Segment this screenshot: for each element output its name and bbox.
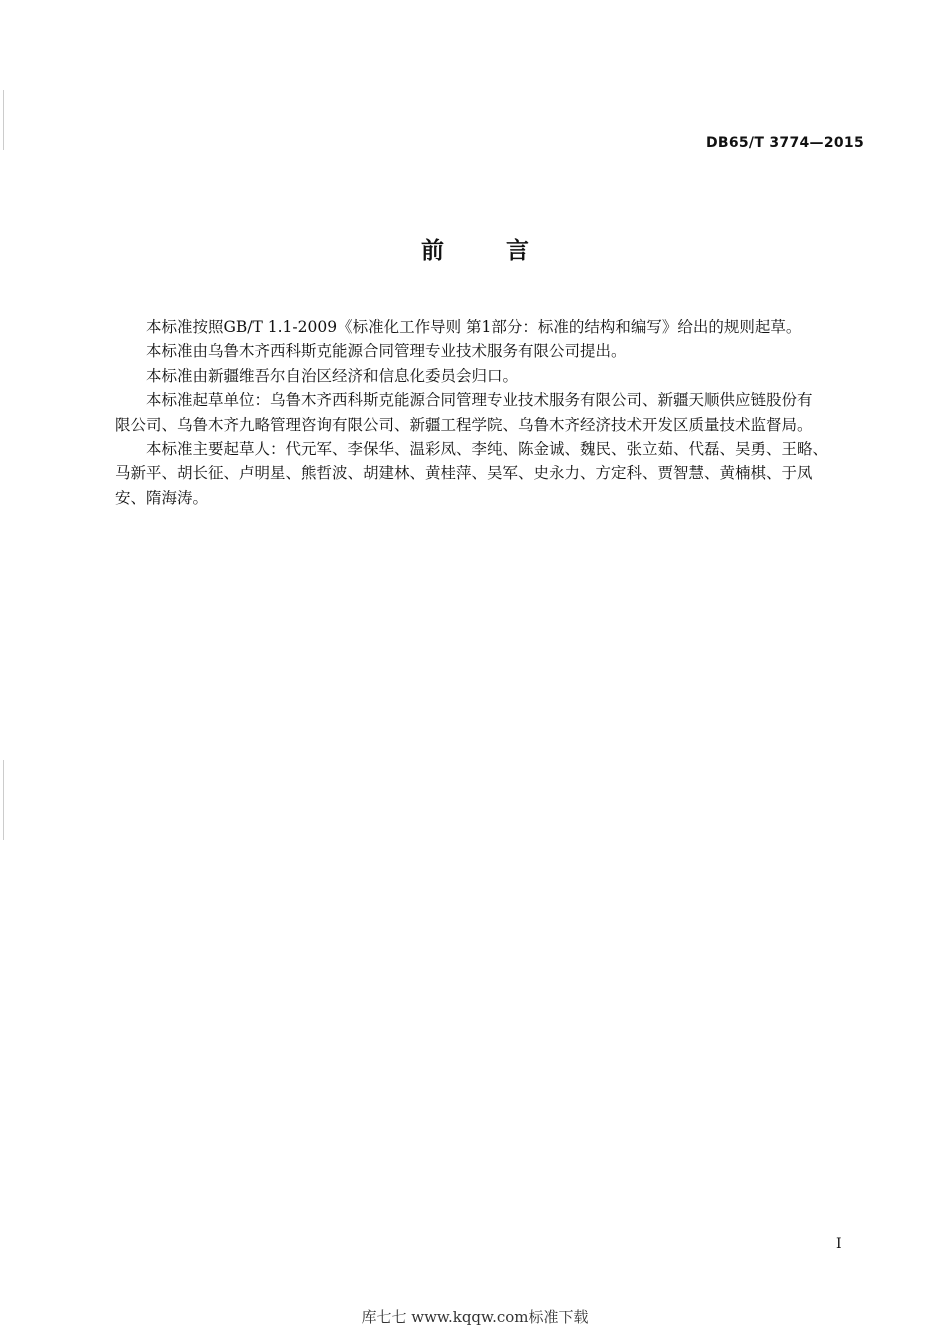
scan-edge-mark [3, 90, 4, 150]
paragraph [115, 315, 865, 339]
scan-edge-mark [3, 760, 4, 840]
paragraph-line: 限公司、乌鲁木齐九略管理咨询有限公司、新疆工程学院、乌鲁木齐经济技术开发区质量技术监督局。 [115, 415, 813, 434]
paragraph-line: 安、隋海涛。 [115, 488, 209, 507]
paragraph-line: 本标准按照GB/T 1.1-2009《标准化工作导则 第1部分：标准的结构和编写》给出的规则起草。 [146, 318, 802, 336]
paragraph-line: 本标准由乌鲁木齐西科斯克能源合同管理专业技术服务有限公司提出。 [146, 342, 627, 361]
footer-watermark: 库七七 www.kqqw.com标准下载 [361, 1308, 589, 1326]
paragraph-drafting-units [115, 388, 865, 437]
foreword-body [115, 315, 865, 510]
paragraph-drafters [115, 437, 865, 510]
paragraph-line: 本标准主要起草人：代元军、李保华、温彩凤、李纯、陈金诚、魏民、张立茹、代磊、吴勇、王略、 [146, 439, 829, 458]
paragraph [115, 364, 865, 388]
page-title: 前言 [421, 238, 591, 264]
paragraph [115, 339, 865, 363]
document-number: DB65/T 3774—2015 [705, 135, 864, 151]
page-number: I [836, 1236, 842, 1252]
paragraph-line: 本标准起草单位：乌鲁木齐西科斯克能源合同管理专业技术服务有限公司、新疆天顺供应链股份有 [146, 391, 813, 410]
paragraph-line: 马新平、胡长征、卢明星、熊哲波、胡建林、黄桂萍、吴军、史永力、方定科、贾智慧、黄楠棋、于凤 [115, 464, 813, 483]
paragraph-line: 本标准由新疆维吾尔自治区经济和信息化委员会归口。 [146, 366, 519, 385]
